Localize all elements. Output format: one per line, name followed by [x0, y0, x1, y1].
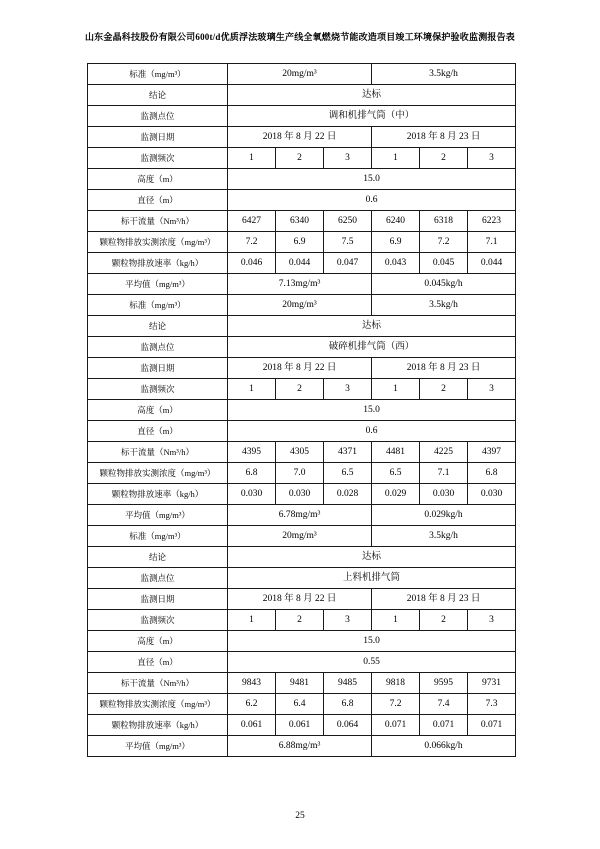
data-cell: 6.8 [324, 694, 372, 715]
data-cell: 7.0 [276, 463, 324, 484]
report-table-body [88, 64, 516, 757]
table-row [88, 421, 516, 442]
data-cell: 2 [276, 379, 324, 400]
data-cell: 2018 年 8 月 22 日 [228, 358, 372, 379]
table-row [88, 295, 516, 316]
data-cell: 0.044 [468, 253, 516, 274]
row-label-cell: 监测点位 [88, 568, 228, 589]
row-label-cell: 颗粒物排放速率（kg/h） [88, 715, 228, 736]
data-cell: 1 [228, 148, 276, 169]
data-cell: 7.3 [468, 694, 516, 715]
data-cell: 6.88mg/m³ [228, 736, 372, 757]
row-label-cell: 高度（m） [88, 400, 228, 421]
data-cell: 3 [468, 610, 516, 631]
report-table [87, 63, 516, 757]
row-label-cell: 平均值（mg/m³） [88, 736, 228, 757]
data-cell: 7.2 [228, 232, 276, 253]
row-label-cell: 监测频次 [88, 379, 228, 400]
table-row [88, 652, 516, 673]
row-label-cell: 标准（mg/m³） [88, 526, 228, 547]
data-cell: 0.029 [372, 484, 420, 505]
table-row [88, 526, 516, 547]
row-label-cell: 标准（mg/m³） [88, 64, 228, 85]
table-row [88, 484, 516, 505]
table-row [88, 274, 516, 295]
data-cell: 4305 [276, 442, 324, 463]
row-label-cell: 监测点位 [88, 106, 228, 127]
table-row [88, 169, 516, 190]
data-cell: 6.2 [228, 694, 276, 715]
data-cell: 0.045kg/h [372, 274, 516, 295]
data-cell: 1 [228, 379, 276, 400]
row-label-cell: 颗粒物排放实测浓度（mg/m³） [88, 232, 228, 253]
data-cell: 4397 [468, 442, 516, 463]
table-row [88, 127, 516, 148]
data-cell: 6.78mg/m³ [228, 505, 372, 526]
data-cell: 0.030 [420, 484, 468, 505]
data-cell: 0.066kg/h [372, 736, 516, 757]
data-cell: 1 [372, 148, 420, 169]
data-cell: 15.0 [228, 169, 516, 190]
data-cell: 3 [324, 148, 372, 169]
row-label-cell: 结论 [88, 85, 228, 106]
row-label-cell: 直径（m） [88, 190, 228, 211]
data-cell: 6.8 [228, 463, 276, 484]
table-row [88, 190, 516, 211]
table-row [88, 253, 516, 274]
data-cell: 9481 [276, 673, 324, 694]
row-label-cell: 监测日期 [88, 589, 228, 610]
table-row [88, 568, 516, 589]
table-row [88, 673, 516, 694]
data-cell: 3 [468, 148, 516, 169]
data-cell: 0.064 [324, 715, 372, 736]
data-cell: 2018 年 8 月 23 日 [372, 358, 516, 379]
table-row [88, 232, 516, 253]
data-cell: 9818 [372, 673, 420, 694]
table-row [88, 547, 516, 568]
data-cell: 6.8 [468, 463, 516, 484]
table-row [88, 610, 516, 631]
table-row [88, 715, 516, 736]
data-cell: 0.061 [228, 715, 276, 736]
data-cell: 1 [228, 610, 276, 631]
data-cell: 0.030 [468, 484, 516, 505]
data-cell: 6223 [468, 211, 516, 232]
row-label-cell: 结论 [88, 316, 228, 337]
row-label-cell: 平均值（mg/m³） [88, 274, 228, 295]
data-cell: 6.4 [276, 694, 324, 715]
data-cell: 0.030 [276, 484, 324, 505]
row-label-cell: 高度（m） [88, 631, 228, 652]
row-label-cell: 高度（m） [88, 169, 228, 190]
table-row [88, 379, 516, 400]
row-label-cell: 标干流量（Nm³/h） [88, 673, 228, 694]
data-cell: 2018 年 8 月 23 日 [372, 127, 516, 148]
data-cell: 20mg/m³ [228, 295, 372, 316]
data-cell: 0.046 [228, 253, 276, 274]
row-label-cell: 颗粒物排放速率（kg/h） [88, 253, 228, 274]
row-label-cell: 监测日期 [88, 358, 228, 379]
table-row [88, 85, 516, 106]
page-number: 25 [295, 811, 305, 821]
data-cell: 20mg/m³ [228, 526, 372, 547]
data-cell: 2018 年 8 月 22 日 [228, 589, 372, 610]
data-cell: 0.045 [420, 253, 468, 274]
data-cell: 0.043 [372, 253, 420, 274]
data-cell: 9843 [228, 673, 276, 694]
document-header-title: 山东金晶科技股份有限公司600t/d优质浮法玻璃生产线全氧燃烧节能改造项目竣工环境保护验收监测报告表 [84, 32, 515, 42]
table-row [88, 106, 516, 127]
table-row [88, 736, 516, 757]
data-cell: 6250 [324, 211, 372, 232]
data-cell: 3.5kg/h [372, 64, 516, 85]
row-label-cell: 监测频次 [88, 148, 228, 169]
data-cell: 6.5 [324, 463, 372, 484]
table-row [88, 337, 516, 358]
data-cell: 0.6 [228, 190, 516, 211]
data-cell: 调和机排气筒（中） [228, 106, 516, 127]
table-row [88, 64, 516, 85]
data-cell: 4371 [324, 442, 372, 463]
data-cell: 0.071 [468, 715, 516, 736]
row-label-cell: 监测点位 [88, 337, 228, 358]
table-row [88, 589, 516, 610]
data-cell: 7.2 [372, 694, 420, 715]
table-row [88, 400, 516, 421]
data-cell: 9595 [420, 673, 468, 694]
data-cell: 0.071 [372, 715, 420, 736]
data-cell: 9485 [324, 673, 372, 694]
data-cell: 3 [324, 379, 372, 400]
data-cell: 3.5kg/h [372, 295, 516, 316]
data-cell: 7.5 [324, 232, 372, 253]
data-cell: 达标 [228, 85, 516, 106]
data-cell: 6.5 [372, 463, 420, 484]
row-label-cell: 颗粒物排放实测浓度（mg/m³） [88, 694, 228, 715]
data-cell: 4395 [228, 442, 276, 463]
data-cell: 1 [372, 610, 420, 631]
data-cell: 0.071 [420, 715, 468, 736]
data-cell: 9731 [468, 673, 516, 694]
data-cell: 6.9 [372, 232, 420, 253]
row-label-cell: 监测频次 [88, 610, 228, 631]
row-label-cell: 颗粒物排放实测浓度（mg/m³） [88, 463, 228, 484]
data-cell: 6240 [372, 211, 420, 232]
data-cell: 0.028 [324, 484, 372, 505]
data-cell: 4481 [372, 442, 420, 463]
table-row [88, 316, 516, 337]
data-cell: 上料机排气筒 [228, 568, 516, 589]
data-cell: 2 [276, 148, 324, 169]
row-label-cell: 标干流量（Nm³/h） [88, 211, 228, 232]
data-cell: 2 [420, 148, 468, 169]
data-cell: 2018 年 8 月 23 日 [372, 589, 516, 610]
data-cell: 2 [420, 610, 468, 631]
data-cell: 7.4 [420, 694, 468, 715]
row-label-cell: 结论 [88, 547, 228, 568]
data-cell: 0.029kg/h [372, 505, 516, 526]
data-cell: 2 [420, 379, 468, 400]
data-cell: 1 [372, 379, 420, 400]
data-cell: 20mg/m³ [228, 64, 372, 85]
data-cell: 达标 [228, 547, 516, 568]
row-label-cell: 直径（m） [88, 421, 228, 442]
data-cell: 15.0 [228, 400, 516, 421]
table-row [88, 694, 516, 715]
data-cell: 达标 [228, 316, 516, 337]
table-row [88, 148, 516, 169]
data-cell: 7.1 [420, 463, 468, 484]
data-cell: 0.047 [324, 253, 372, 274]
data-cell: 7.13mg/m³ [228, 274, 372, 295]
data-cell: 6427 [228, 211, 276, 232]
data-cell: 3 [468, 379, 516, 400]
row-label-cell: 监测日期 [88, 127, 228, 148]
data-cell: 0.55 [228, 652, 516, 673]
data-cell: 3.5kg/h [372, 526, 516, 547]
table-row [88, 442, 516, 463]
row-label-cell: 颗粒物排放速率（kg/h） [88, 484, 228, 505]
table-row [88, 211, 516, 232]
row-label-cell: 平均值（mg/m³） [88, 505, 228, 526]
data-cell: 0.030 [228, 484, 276, 505]
data-cell: 0.044 [276, 253, 324, 274]
data-cell: 3 [324, 610, 372, 631]
data-cell: 15.0 [228, 631, 516, 652]
data-cell: 破碎机排气筒（西） [228, 337, 516, 358]
row-label-cell: 标干流量（Nm³/h） [88, 442, 228, 463]
data-cell: 7.1 [468, 232, 516, 253]
data-cell: 4225 [420, 442, 468, 463]
data-cell: 0.061 [276, 715, 324, 736]
data-cell: 0.6 [228, 421, 516, 442]
data-cell: 2018 年 8 月 22 日 [228, 127, 372, 148]
data-cell: 2 [276, 610, 324, 631]
table-row [88, 463, 516, 484]
table-row [88, 358, 516, 379]
table-row [88, 631, 516, 652]
row-label-cell: 标准（mg/m³） [88, 295, 228, 316]
table-row [88, 505, 516, 526]
data-cell: 6318 [420, 211, 468, 232]
row-label-cell: 直径（m） [88, 652, 228, 673]
data-cell: 7.2 [420, 232, 468, 253]
data-cell: 6340 [276, 211, 324, 232]
data-cell: 6.9 [276, 232, 324, 253]
